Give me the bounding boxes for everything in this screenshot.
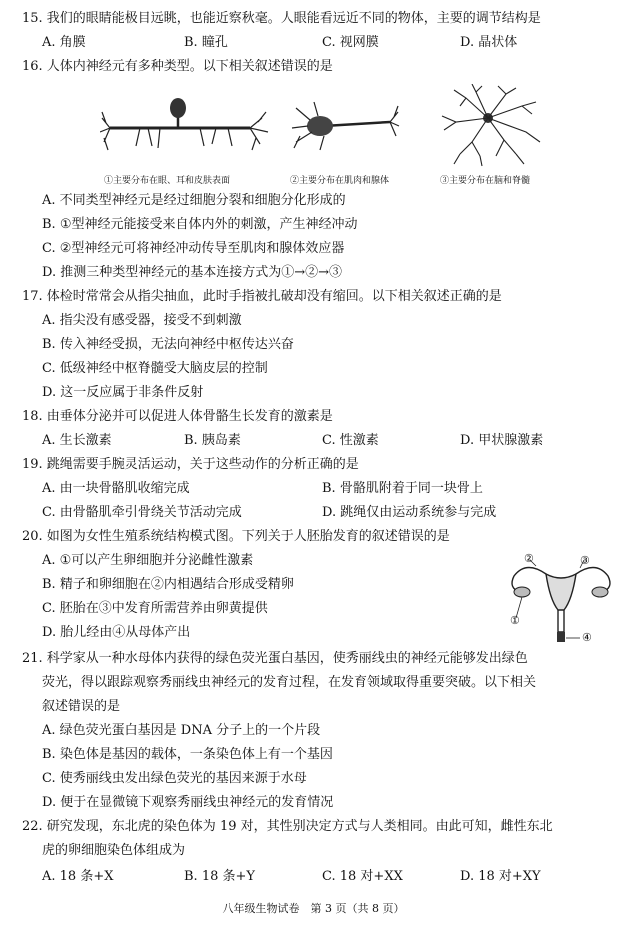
motor-neuron-figure [290,96,400,156]
q22-option-d: D. 18 对+XY [460,869,541,884]
q16-option-d: D. 推测三种类型神经元的基本连接方式为①→②→③ [42,265,343,280]
q15-option-d: D. 晶状体 [460,35,518,50]
q19-option-a: A. 由一块骨骼肌收缩完成 [42,481,190,496]
page-footer: 八年级生物试卷 第 3 页（共 8 页） [222,902,405,915]
figure-label-3: ③ [580,554,590,567]
q21-stem-line-1: 21. 科学家从一种水母体内获得的绿色荧光蛋白基因，使秀丽线虫的神经元能够发出绿色 [22,651,528,666]
q17-option-c: C. 低级神经中枢脊髓受大脑皮层的控制 [42,361,268,376]
q18-stem: 18. 由垂体分泌并可以促进人体骨骼生长发育的激素是 [22,409,333,424]
reproductive-system-figure [506,552,616,648]
figure-label-4: ④ [582,631,592,644]
q19-option-b: B. 骨骼肌附着于同一块骨上 [322,481,483,496]
caption-neuron-3: ③主要分布在脑和脊髓 [440,176,531,186]
q20-option-b: B. 精子和卵细胞在②内相遇结合形成受精卵 [42,577,294,592]
q17-option-a: A. 指尖没有感受器，接受不到刺激 [42,313,242,328]
q22-option-a: A. 18 条+X [42,869,114,884]
caption-neuron-1: ①主要分布在眼、耳和皮肤表面 [104,176,231,186]
q21-option-c: C. 使秀丽线虫发出绿色荧光的基因来源于水母 [42,771,307,786]
q20-option-c: C. 胚胎在③中发育所需营养由卵黄提供 [42,601,268,616]
q18-option-c: C. 性激素 [322,433,379,448]
q22-option-c: C. 18 对+XX [322,869,403,884]
q21-stem-line-2: 荧光，得以跟踪观察秀丽线虫神经元的发育过程，在发育领域取得重要突破。以下相关 [42,675,537,690]
interneuron-figure [436,84,546,168]
q22-stem-line-2: 虎的卵细胞染色体组成为 [42,843,186,858]
q15-option-c: C. 视网膜 [322,35,379,50]
q19-stem: 19. 跳绳需要手腕灵活运动，关于这些动作的分析正确的是 [22,457,359,472]
q18-option-d: D. 甲状腺激素 [460,433,544,448]
q20-stem: 20. 如图为女性生殖系统结构模式图。下列关于人胚胎发育的叙述错误的是 [22,529,450,544]
q15-stem: 15. 我们的眼睛能极目远眺，也能近察秋毫。人眼能看远近不同的物体，主要的调节结构是 [22,11,541,26]
figure-label-2: ② [524,552,534,565]
q15-option-a: A. 角膜 [42,35,86,50]
figure-label-1: ① [510,614,520,627]
q15-option-b: B. 瞳孔 [184,35,228,50]
q22-option-b: B. 18 条+Y [184,869,255,884]
q21-option-a: A. 绿色荧光蛋白基因是 DNA 分子上的一个片段 [42,723,321,738]
q16-option-a: A. 不同类型神经元是经过细胞分裂和细胞分化形成的 [42,193,346,208]
q18-option-a: A. 生长激素 [42,433,112,448]
q17-stem: 17. 体检时常常会从指尖抽血，此时手指被扎破却没有缩回。以下相关叙述正确的是 [22,289,502,304]
q18-option-b: B. 胰岛素 [184,433,241,448]
q21-option-b: B. 染色体是基因的载体，一条染色体上有一个基因 [42,747,333,762]
q19-option-c: C. 由骨骼肌牵引骨绕关节活动完成 [42,505,242,520]
q22-stem-line-1: 22. 研究发现，东北虎的染色体为 19 对，其性别决定方式与人类相同。由此可知，雌性东北 [22,819,553,834]
q16-option-b: B. ①型神经元能接受来自体内外的刺激，产生神经冲动 [42,217,358,232]
q19-option-d: D. 跳绳仅由运动系统参与完成 [322,505,497,520]
q21-option-d: D. 便于在显微镜下观察秀丽线虫神经元的发育情况 [42,795,334,810]
q20-option-a: A. ①可以产生卵细胞并分泌雌性激素 [42,553,254,568]
sensory-neuron-figure [100,88,270,158]
q17-option-d: D. 这一反应属于非条件反射 [42,385,204,400]
q16-option-c: C. ②型神经元可将神经冲动传导至肌肉和腺体效应器 [42,241,345,256]
caption-neuron-2: ②主要分布在肌肉和腺体 [290,176,390,186]
q17-option-b: B. 传入神经受损，无法向神经中枢传达兴奋 [42,337,294,352]
q16-stem: 16. 人体内神经元有多种类型。以下相关叙述错误的是 [22,59,333,74]
q21-stem-line-3: 叙述错误的是 [42,699,121,714]
q20-option-d: D. 胎儿经由④从母体产出 [42,625,191,640]
